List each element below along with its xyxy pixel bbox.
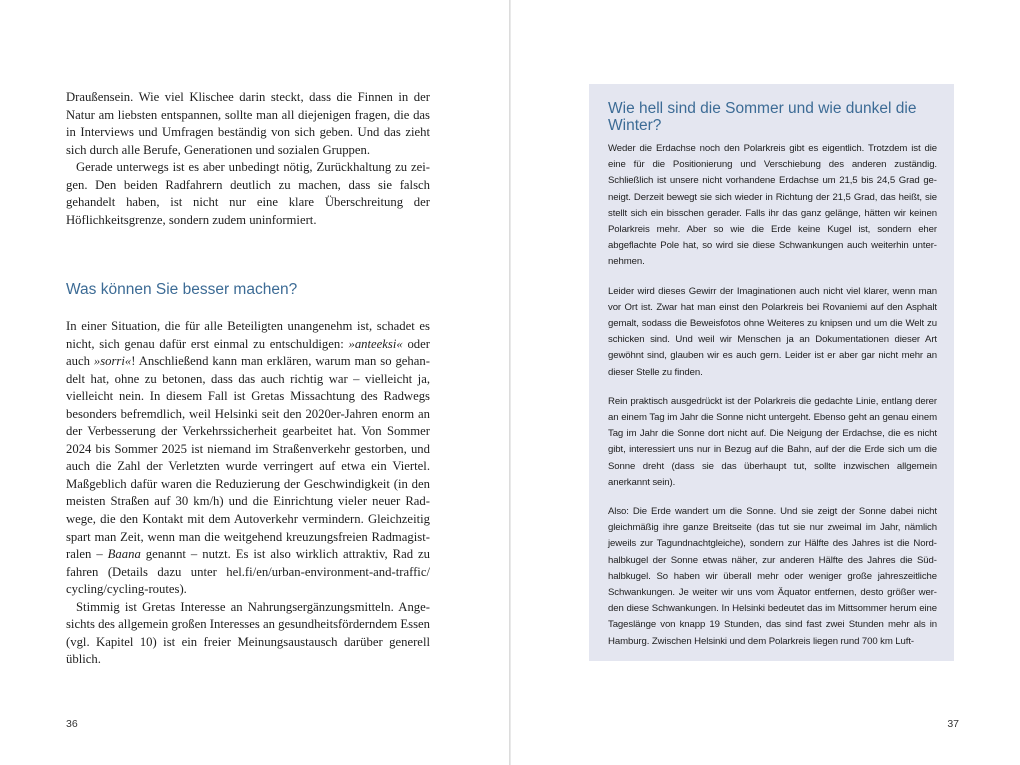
- left-page: [0, 0, 509, 765]
- body-text-top: [66, 89, 430, 229]
- section-heading: Was können Sie besser machen?: [66, 281, 298, 298]
- info-paragraph: Weder die Erdachse noch den Polarkreis gibt es eigentlich. Trotzdem ist die eine für die Positionierung und Verschiebung des anderen zuständig. Schließlich ist unsere nicht vorhandene Erdachse um 21,5 bis 24,5 Grad geneigt. Derzeit bewegt sie sich wieder in Richtung der 21,5 Grad, das heißt, sie stellt sich ein bisschen gerader. Falls ihr das ganz gelänge, hätten wir keinen Polarkreis mehr. Aber so wie die Erde keine Kugel ist, sondern eher abgeflachte Pole hat, so wird sie diese Schwankungen auch weiterhin unternehmen.: [608, 143, 937, 268]
- info-paragraph: Rein praktisch ausgedrückt ist der Polarkreis die gedachte Linie, entlang derer an einem Tag im Jahr die Sonne nicht untergeht. Ebenso geht an genau einem Tag im Jahr die Sonne dort nicht auf. Die Neigung der Erdachse, die es nicht gibt, interessiert uns nur in Bezug auf die Bahn, auf der die Erde sich um die Sonne dreht (dass sie das überhaupt tut, sollte inzwischen allgemein anerkannt sein).: [608, 395, 937, 488]
- text-span: In einer Situation, die für alle Beteiligten unangenehm ist, schadet es nicht, sich genau dafür erst einmal zu entschuldigen:: [66, 319, 430, 351]
- text-span: genannt – nutzt. Es ist also wirklich attraktiv, Rad zu fahren (Details dazu unter hel.fi/en/urban-environment-and-traffic/ cycling/cycling-routes).: [66, 547, 430, 597]
- body-text-bottom: [66, 318, 430, 669]
- finnish-term: »sorri«: [93, 354, 132, 369]
- finnish-term: »anteeksi«: [348, 336, 403, 351]
- paragraph: [66, 318, 430, 599]
- paragraph: Stimmig ist Gretas Interesse an Nahrungsergänzungsmitteln. Angesichts des allgemein großen Interesses an gesundheitsförderndem Essen (vgl. Kapitel 10) ist ein freier Meinungsaustausch darüber generell üblich.: [66, 599, 430, 667]
- paragraph: Draußensein. Wie viel Klischee darin steckt, dass die Finnen in der Natur am liebsten entspannen, sollte man all diejenigen fragen, die das in Interviews und Umfragen beständig von sich geben. Und das zieht sich durch alle Berufe, Generationen und sozialen Gruppen.: [66, 90, 430, 157]
- paragraph: Gerade unterwegs ist es aber unbedingt nötig, Zurückhaltung zu zeigen. Den beiden Radfahrern deutlich zu machen, dass sie falsch gehandelt haben, ist nicht nur eine klare Überschreitung der Höflichkeitsgrenze, sondern zudem uninformiert.: [66, 160, 430, 227]
- right-page: [511, 0, 1020, 765]
- text-span: oder auch: [66, 336, 430, 369]
- info-box-title: Wie hell sind die Sommer und wie dunkel die Winter?: [608, 100, 917, 134]
- info-paragraph: Also: Die Erde wandert um die Sonne. Und sie zeigt der Sonne dabei nicht gleichmäßig ihre ganze Breitseite (das tut sie nur zweimal im Jahr, nämlich jeweils zur Tagundnachtgleiche), sondern zur Hälfte des Jahres ist die Nordhalbkugel der Sonne etwas näher, zur anderen Hälfte des Jahres die Südhalbkugel. So haben wir überall mehr oder weniger große jahreszeitliche Schwankungen. Je weiter wir uns vom Äquator entfernen, desto größer werden diese Schwankungen. In Helsinki bedeutet das im Mittsommer herum eine Tageslänge von knapp 19 Stunden, das sind fast zwei Stunden mehr als in Hamburg. Zwischen Helsinki und dem Polarkreis liegen rund 700 km Luft-: [608, 506, 937, 647]
- info-box-text: [608, 141, 937, 650]
- page-number: 36: [66, 718, 78, 730]
- info-paragraph: Leider wird dieses Gewirr der Imaginationen auch nicht viel klarer, wenn man vor Ort ist. Zwar hat man einst den Polarkreis bei Rovaniemi auf den Asphalt gemalt, sodass die Beweisfotos ohne Weiteres zu knipsen und um die Welt zu schicken sind. Und weil wir Menschen ja an Dokumentationen dieser Art gewöhnt sind, glauben wir es auch gern. Leider ist er aber gar nicht mehr an dieser Stelle zu finden.: [608, 285, 937, 378]
- finnish-term: Baana: [107, 547, 141, 562]
- text-span: ! Anschließend kann man erklären, warum man so gehandelt hat, ohne zu betonen, dass das auch richtig war – vielleicht ja, vielleicht nein. In diesem Fall ist Gretas Missachtung des Radwegs besonders befremdlich, weil Helsinki seit den 2020er-Jahren enorm an der Verbesserung der Verkehrssicherheit gearbeitet hat. Von Sommer 2024 bis Sommer 2025 ist niemand im Straßenverkehr gestorben, und auch die Zahl der Verletzten wurde verringert auf etwa ein Viertel. Maßgeblich dafür waren die Reduzierung der Geschwindigkeit (in den meisten Straßen auf 30 km/h) und die Einrichtung vieler neuer Radwege, die den Kontakt mit dem Autoverkehr vermindern. Gleichzeitig spart man Zeit, wenn man die weitgehend kreuzungsfreien Radmagistralen –: [66, 354, 430, 562]
- info-box: [589, 84, 954, 661]
- page-number: 37: [947, 718, 959, 730]
